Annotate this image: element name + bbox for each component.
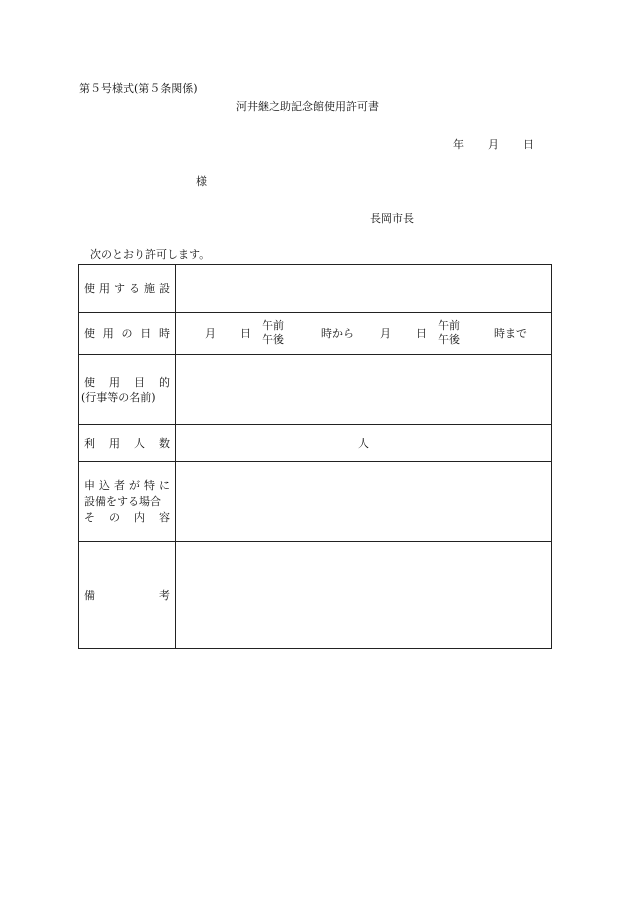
end-am-label: 午前 bbox=[438, 319, 460, 332]
until-time-label: 時まで bbox=[494, 327, 527, 340]
facility-value[interactable] bbox=[176, 265, 552, 313]
facility-row bbox=[79, 265, 552, 313]
facility-label: 使 用 す る 施 設 bbox=[79, 265, 176, 313]
equipment-value[interactable] bbox=[176, 462, 552, 542]
start-day-label: 日 bbox=[240, 327, 251, 340]
purpose-value[interactable] bbox=[176, 355, 552, 425]
end-month-label: 月 bbox=[380, 327, 391, 340]
remarks-value[interactable] bbox=[176, 542, 552, 649]
end-pm-label: 午後 bbox=[438, 333, 460, 346]
start-month-label: 月 bbox=[205, 327, 216, 340]
equipment-row bbox=[79, 462, 552, 542]
purpose-label: 使 用 目 的 (行事等の名前) bbox=[79, 355, 176, 425]
document-title: 河井継之助記念館使用許可書 bbox=[236, 100, 379, 113]
users-label: 利 用 人 数 bbox=[79, 425, 176, 462]
remarks-row bbox=[79, 542, 552, 649]
equipment-label: 申 込 者 が 特 に 設備をする場合 そ の 内 容 bbox=[79, 462, 176, 542]
start-am-label: 午前 bbox=[262, 319, 284, 332]
users-unit: 人 bbox=[358, 437, 369, 450]
form-number: 第５号様式(第５条関係) bbox=[79, 82, 198, 95]
permit-form-table bbox=[78, 264, 552, 649]
end-day-label: 日 bbox=[416, 327, 427, 340]
users-value[interactable] bbox=[176, 425, 552, 462]
datetime-row bbox=[79, 313, 552, 355]
end-ampm bbox=[438, 320, 460, 345]
issuer-name: 長岡市長 bbox=[370, 212, 414, 225]
datetime-label: 使 用 の 日 時 bbox=[79, 313, 176, 355]
date-month-label: 月 bbox=[488, 138, 499, 151]
start-pm-label: 午後 bbox=[262, 333, 284, 346]
addressee-suffix: 様 bbox=[196, 175, 207, 188]
date-year-label: 年 bbox=[453, 138, 464, 151]
start-ampm bbox=[262, 320, 284, 345]
remarks-label: 備 考 bbox=[79, 542, 176, 649]
intro-text: 次のとおり許可します。 bbox=[90, 248, 211, 261]
from-time-label: 時から bbox=[321, 327, 354, 340]
users-row bbox=[79, 425, 552, 462]
equipment-label-line2: 設備をする場合 bbox=[84, 495, 161, 508]
purpose-row bbox=[79, 355, 552, 425]
date-day-label: 日 bbox=[523, 138, 534, 151]
datetime-value[interactable] bbox=[176, 313, 552, 355]
purpose-note: (行事等の名前) bbox=[81, 390, 156, 404]
